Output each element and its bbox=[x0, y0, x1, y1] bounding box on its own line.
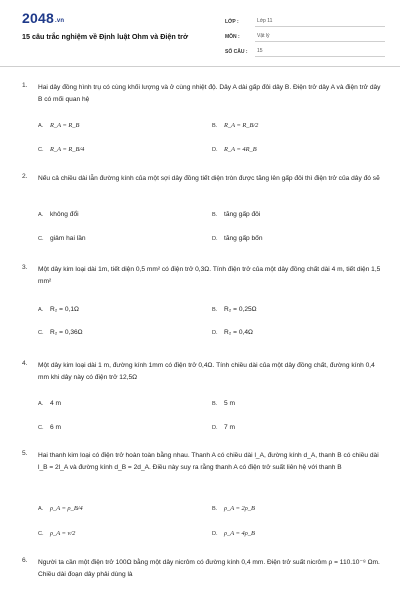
option-text: ρ_A = ρ_B/4 bbox=[50, 505, 83, 512]
option-b[interactable] bbox=[212, 505, 255, 512]
option-text: tăng gấp đôi bbox=[224, 211, 261, 218]
option-text: R₂ = 0,4Ω bbox=[224, 329, 253, 336]
option-letter: C. bbox=[38, 531, 44, 537]
meta-row-class bbox=[225, 14, 385, 29]
option-c[interactable] bbox=[38, 235, 86, 242]
meta-key: SỐ CÂU : bbox=[225, 48, 248, 55]
question-text: Một dây kim loại dài 1m, tiết diện 0,5 mm² có điện trở 0,3Ω. Tính điện trở của một dây đồng chất dài 4 m, tiết diện 1,5 mm² bbox=[38, 266, 381, 285]
meta-row-subject bbox=[225, 29, 385, 44]
option-letter: D. bbox=[212, 531, 218, 537]
option-text: không đổi bbox=[50, 211, 79, 218]
option-a[interactable] bbox=[38, 122, 79, 129]
option-text: giảm hai lần bbox=[50, 235, 86, 242]
option-letter: B. bbox=[212, 123, 218, 129]
meta-value: Lớp 11 bbox=[255, 17, 385, 27]
option-text: R_A = R_B bbox=[50, 122, 80, 129]
option-letter: B. bbox=[212, 401, 218, 407]
option-a[interactable] bbox=[38, 505, 83, 512]
option-d[interactable] bbox=[212, 329, 253, 336]
question-number: 6. bbox=[22, 557, 28, 564]
meta-key: LỚP : bbox=[225, 18, 239, 25]
logo-suffix: .vn bbox=[54, 18, 65, 24]
question-2 bbox=[22, 173, 392, 253]
question-number: 4. bbox=[22, 360, 28, 367]
question-3 bbox=[22, 264, 392, 344]
option-letter: A. bbox=[38, 506, 44, 512]
option-c[interactable] bbox=[38, 530, 75, 537]
question-text: Một dây kim loại dài 1 m, đường kính 1mm có điện trở 0,4Ω. Tính chiều dài của một dây đồng chất, đường kính 0,4 mm khi dây này có điện trở 12,5Ω bbox=[38, 362, 375, 381]
option-text: 4 m bbox=[50, 400, 61, 407]
option-letter: B. bbox=[212, 212, 218, 218]
meta-row-count bbox=[225, 44, 385, 59]
option-a[interactable] bbox=[38, 306, 79, 313]
option-text: 7 m bbox=[224, 424, 235, 431]
option-text: 5 m bbox=[224, 400, 235, 407]
option-text: R₂ = 0,36Ω bbox=[50, 329, 83, 336]
meta-block bbox=[225, 14, 385, 59]
question-text: Người ta cần một điện trở 100Ω bằng một dây nicrôm có đường kính 0,4 mm. Điện trở suất nicrôm ρ = 110.10⁻⁸ Ωm. Chiều dài đoạn dây phải dùng là bbox=[38, 559, 380, 578]
option-text: R_A = 4R_B bbox=[224, 146, 257, 153]
option-text: R_A = R_B/2 bbox=[224, 122, 259, 129]
option-b[interactable] bbox=[212, 211, 260, 218]
option-letter: A. bbox=[38, 123, 44, 129]
question-text: Hai dây đồng hình trụ có cùng khối lượng và ở cùng nhiệt độ. Dây A dài gấp đôi dây B. Điện trở dây A và điện trở dây B có mối quan hệ bbox=[38, 84, 381, 103]
site-logo[interactable] bbox=[22, 10, 64, 26]
page-title: 15 câu trắc nghiệm về Định luật Ohm và Điện trở bbox=[22, 32, 189, 41]
option-letter: C. bbox=[38, 147, 44, 153]
meta-key: MÔN : bbox=[225, 33, 240, 40]
question-number: 5. bbox=[22, 450, 28, 457]
option-b[interactable] bbox=[212, 400, 235, 407]
option-letter: C. bbox=[38, 330, 44, 336]
question-number: 1. bbox=[22, 82, 28, 89]
option-letter: A. bbox=[38, 307, 44, 313]
option-letter: D. bbox=[212, 330, 218, 336]
option-letter: C. bbox=[38, 425, 44, 431]
option-c[interactable] bbox=[38, 329, 83, 336]
option-text: tăng gấp bốn bbox=[224, 235, 263, 242]
header-divider bbox=[0, 66, 400, 67]
question-text: Nếu cả chiều dài lẫn đường kính của một sợi dây đồng tiết diện tròn được tăng lên gấp đôi thì điện trở của dây đó sẽ bbox=[38, 175, 380, 182]
option-letter: A. bbox=[38, 212, 44, 218]
option-text: R_A = R_B/4 bbox=[50, 146, 85, 153]
meta-value: Vật lý bbox=[255, 32, 385, 42]
option-text: R₂ = 0,1Ω bbox=[50, 306, 79, 313]
option-b[interactable] bbox=[212, 122, 258, 129]
question-4 bbox=[22, 360, 392, 440]
option-letter: D. bbox=[212, 236, 218, 242]
option-text: ρ_A = 2ρ_B bbox=[224, 505, 255, 512]
question-text: Hai thanh kim loại có điện trở hoàn toàn bằng nhau. Thanh A có chiều dài l_A, đường kính d_A, thanh B có chiều dài l_B = 2l_A và đường kính d_B = 2d_A. Điều này suy ra rằng thanh A có điện trở suất liên hệ với thanh B bbox=[38, 452, 379, 471]
option-letter: D. bbox=[212, 147, 218, 153]
option-letter: A. bbox=[38, 401, 44, 407]
option-text: 6 m bbox=[50, 424, 61, 431]
option-text: ρ_A = 4ρ_B bbox=[224, 530, 255, 537]
option-b[interactable] bbox=[212, 306, 257, 313]
option-d[interactable] bbox=[212, 530, 255, 537]
logo-text: 2048 bbox=[22, 10, 54, 26]
question-6 bbox=[22, 557, 392, 597]
question-1 bbox=[22, 82, 392, 162]
option-text: ρ_A = ν/2 bbox=[50, 530, 76, 537]
question-number: 2. bbox=[22, 173, 28, 180]
option-d[interactable] bbox=[212, 424, 235, 431]
option-letter: D. bbox=[212, 425, 218, 431]
option-d[interactable] bbox=[212, 235, 263, 242]
option-letter: C. bbox=[38, 236, 44, 242]
meta-value: 15 bbox=[255, 47, 385, 57]
option-c[interactable] bbox=[38, 424, 61, 431]
question-number: 3. bbox=[22, 264, 28, 271]
option-letter: B. bbox=[212, 506, 218, 512]
option-d[interactable] bbox=[212, 146, 257, 153]
option-c[interactable] bbox=[38, 146, 84, 153]
header bbox=[0, 0, 400, 60]
option-a[interactable] bbox=[38, 211, 79, 218]
option-text: R₂ = 0,25Ω bbox=[224, 306, 257, 313]
option-a[interactable] bbox=[38, 400, 61, 407]
question-5 bbox=[22, 450, 392, 545]
option-letter: B. bbox=[212, 307, 218, 313]
